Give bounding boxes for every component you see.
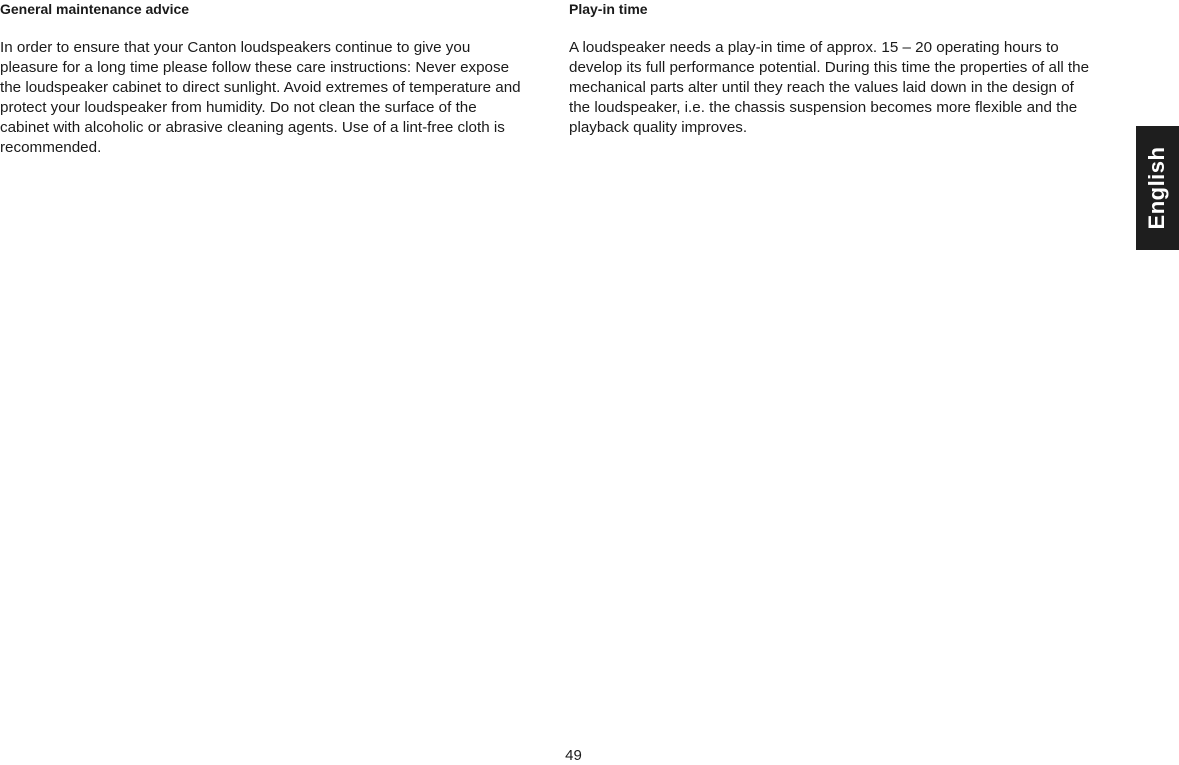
section-heading: Play-in time [569,1,648,17]
language-tab-label: English [1144,146,1169,230]
section-body: In order to ensure that your Canton loudspeakers continue to give you pleasure for a long time please follow these care instructions: Never expose the loudspeaker cabinet to direct sunlight. Avoid extremes of temperature and protect your loudspeaker from humidity. Do not clean the surface of the cabinet with alcoholic or abrasive cleaning agents. Use of a lint-free cloth is recommended. [0,39,521,156]
maintenance-section [0,0,525,158]
section-body: A loudspeaker needs a play-in time of approx. 15 – 20 operating hours to develop its full performance potential. During this time the properties of all the mechanical parts alter until they reach the values laid down in the design of the loudspeaker, i.e. the chassis suspension becomes more flexible and the playback quality improves. [569,39,1090,136]
language-tab [1136,126,1179,250]
play-in-section [569,0,1099,138]
section-heading: General maintenance advice [0,1,190,17]
page-number: 49 [565,747,582,764]
